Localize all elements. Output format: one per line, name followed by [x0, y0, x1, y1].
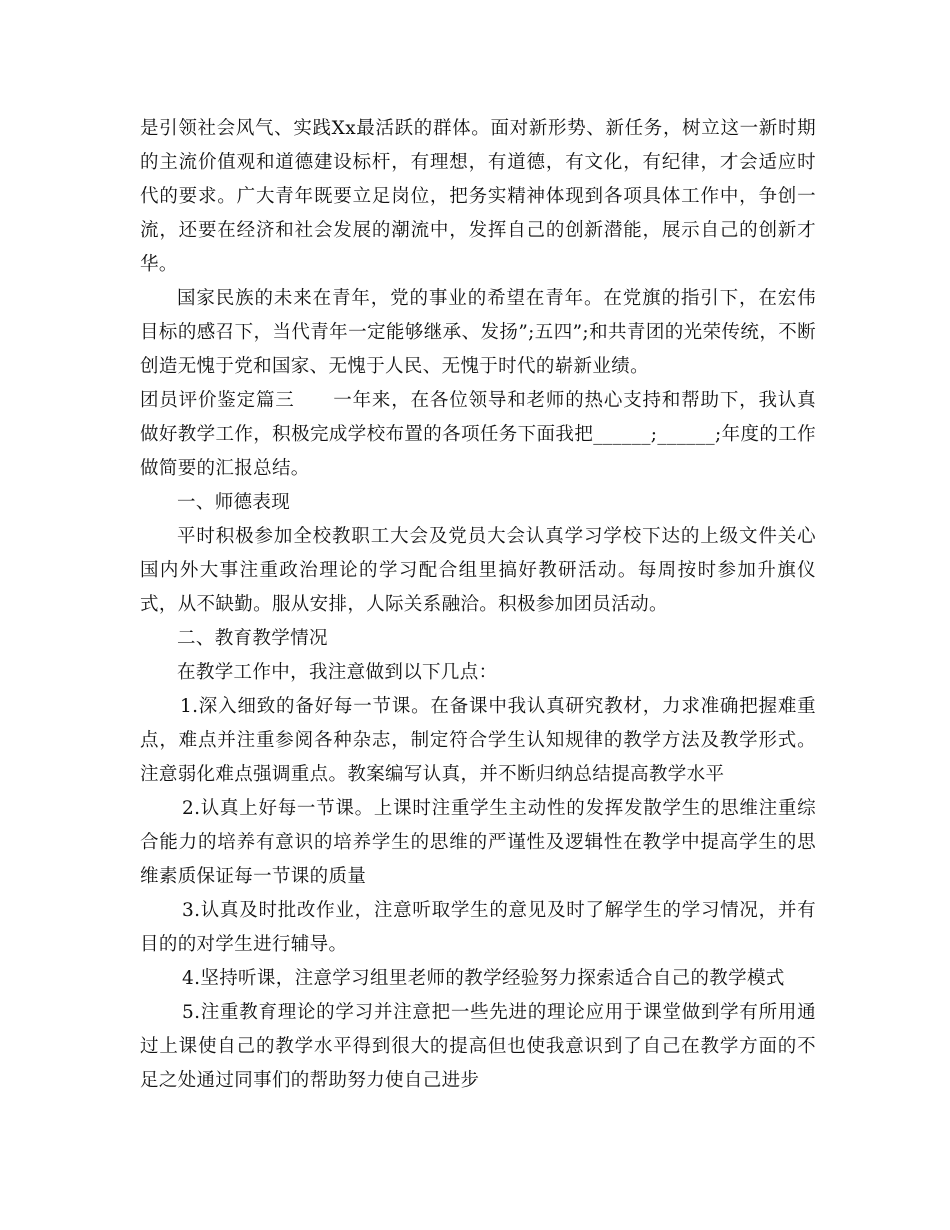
list-item-4: 4.坚持听课，注意学习组里老师的教学经验努力探索适合自己的教学模式 — [182, 968, 785, 989]
paragraph-teaching-intro: 在教学工作中，我注意做到以下几点： — [177, 662, 498, 683]
list-item-2: 2.认真上好每一节课。上课时注重学生主动性的发挥发散学生的思维注重综合能力的培养有意识的培养学生的思维的严谨性及逻辑性在教学中提高学生的思维素质保证每一节课的质量 — [140, 798, 816, 887]
paragraph-youth-future: 国家民族的未来在青年，党的事业的希望在青年。在党旗的指引下，在宏伟目标的感召下，当代青年一定能够继承、发扬”;五四”;和共青团的光荣传统，不断创造无愧于党和国家、无愧于人民、无愧于时代的崭新业绩。 — [140, 288, 816, 377]
list-item-1: 1.深入细致的备好每一节课。在备课中我认真研究教材，力求准确把握难重点，难点并注重参阅各种杂志，制定符合学生认知规律的教学方法及教学形式。注意弱化难点强调重点。教案编写认真，并不断归纳总结提高教学水平 — [140, 696, 816, 785]
heading-teaching-situation: 二、教育教学情况 — [177, 628, 328, 649]
heading-teacher-ethics: 一、师德表现 — [177, 492, 291, 513]
paragraph-section-three-intro: 团员评价鉴定篇三 一年来，在各位领导和老师的热心支持和帮助下，我认真做好教学工作，积极完成学校布置的各项任务下面我把______;______;年度的工作做简要的汇报总结。 — [140, 390, 816, 479]
document-body — [140, 112, 816, 1098]
list-item-3: 3.认真及时批改作业，注意听取学生的意见及时了解学生的学习情况，并有目的的对学生进行辅导。 — [140, 900, 816, 955]
paragraph-youth-role: 是引领社会风气、实践Xx最活跃的群体。面对新形势、新任务，树立这一新时期的主流价值观和道德建设标杆，有理想，有道德，有文化，有纪律，才会适应时代的要求。广大青年既要立足岗位，把务实精神体现到各项具体工作中，争创一流，还要在经济和社会发展的潮流中，发挥自己的创新潜能，展示自己的创新才华。 — [140, 118, 816, 275]
paragraph-teacher-ethics: 平时积极参加全校教职工大会及党员大会认真学习学校下达的上级文件关心国内外大事注重政治理论的学习配合组里搞好教研活动。每周按时参加升旗仪式，从不缺勤。服从安排，人际关系融洽。积极参加团员活动。 — [140, 526, 816, 615]
list-item-5: 5.注重教育理论的学习并注意把一些先进的理论应用于课堂做到学有所用通过上课使自己的教学水平得到很大的提高但也使我意识到了自己在教学方面的不足之处通过同事们的帮助努力使自己进步 — [140, 1002, 816, 1091]
